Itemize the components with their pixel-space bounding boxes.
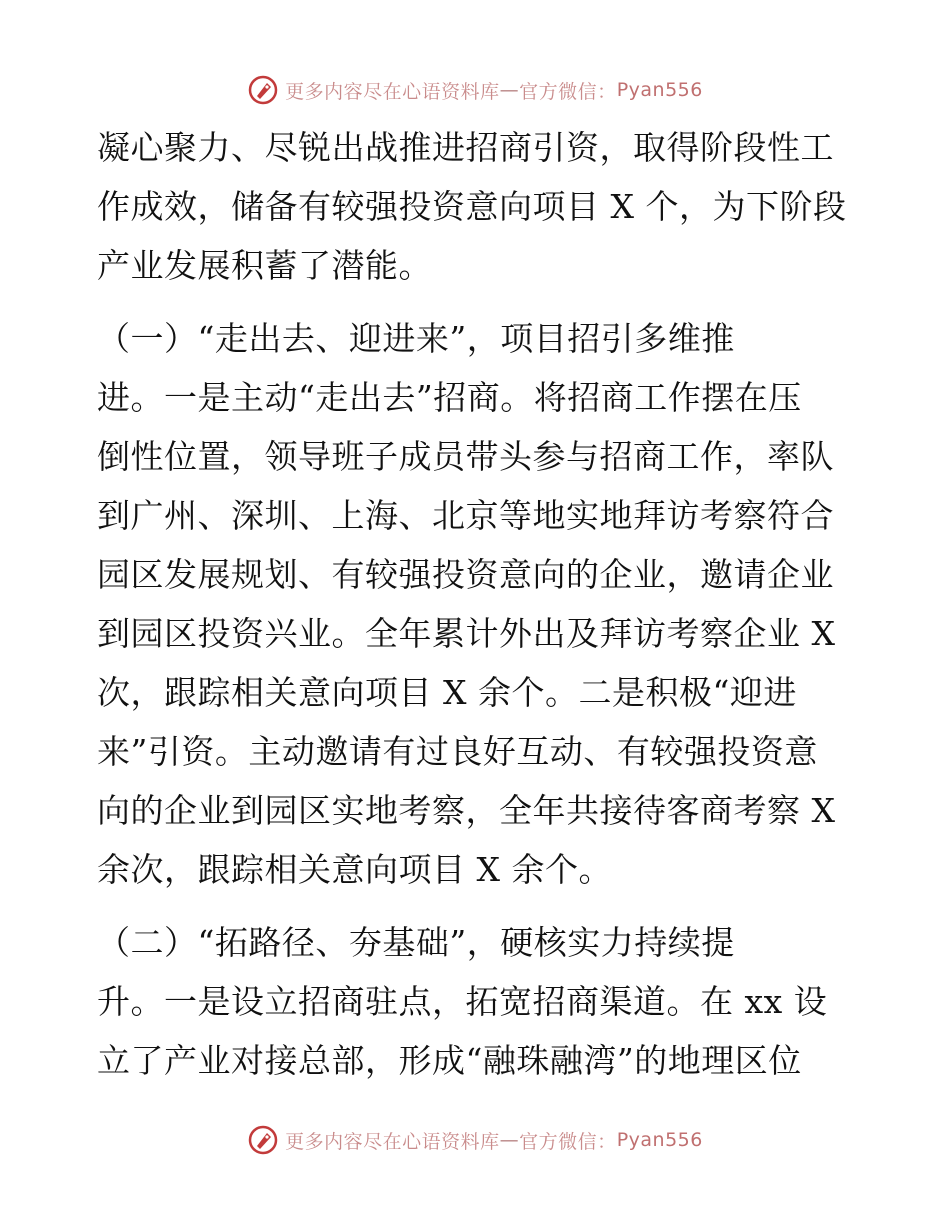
body-line: 到广州、深圳、上海、北京等地实地拜访考察符合 — [97, 496, 834, 535]
body-line: 凝心聚力、尽锐出战推进招商引资，取得阶段性工 — [97, 128, 834, 167]
watermark-text: 更多内容尽在心语资料库 — [285, 1130, 500, 1153]
watermark-separator: — — [499, 1129, 520, 1151]
body-line: 向的企业到园区实地考察，全年共接待客商考察 X — [97, 791, 836, 830]
body-line: 进。一是主动“走出去”招商。将招商工作摆在压 — [97, 378, 802, 417]
watermark-separator: — — [499, 79, 520, 101]
section-heading-2: （二）“拓路径、夯基础”，硬核实力持续提 — [97, 923, 735, 962]
body-line: 产业发展积蓄了潜能。 — [97, 246, 432, 285]
body-line: 到园区投资兴业。全年累计外出及拜访考察企业 X — [97, 614, 836, 653]
section-heading-1: （一）“走出去、迎进来”，项目招引多维推 — [97, 319, 735, 358]
header-watermark — [0, 70, 950, 110]
watermark-text: 更多内容尽在心语资料库 — [285, 80, 500, 103]
body-line: 升。一是设立招商驻点，拓宽招商渠道。在 xx 设 — [97, 982, 828, 1021]
document-body — [97, 118, 857, 1118]
footer-watermark — [0, 1120, 950, 1160]
pen-nib-icon — [247, 74, 279, 106]
watermark-wechat-id: Pyan556 — [616, 1129, 703, 1151]
body-line: 作成效，储备有较强投资意向项目 X 个，为下阶段 — [97, 187, 847, 226]
watermark-suffix: 官方微信： — [519, 1130, 617, 1153]
watermark-wechat-id: Pyan556 — [616, 79, 703, 101]
body-line: 来”引资。主动邀请有过良好互动、有较强投资意 — [97, 732, 818, 771]
watermark-suffix: 官方微信： — [519, 80, 617, 103]
body-line: 次，跟踪相关意向项目 X 余个。二是积极“迎进 — [97, 673, 797, 712]
body-line: 倒性位置，领导班子成员带头参与招商工作，率队 — [97, 437, 834, 476]
body-line: 园区发展规划、有较强投资意向的企业，邀请企业 — [97, 555, 834, 594]
body-line: 余次，跟踪相关意向项目 X 余个。 — [97, 850, 612, 889]
body-line: 立了产业对接总部，形成“融珠融湾”的地理区位 — [97, 1041, 802, 1080]
pen-nib-icon — [247, 1124, 279, 1156]
